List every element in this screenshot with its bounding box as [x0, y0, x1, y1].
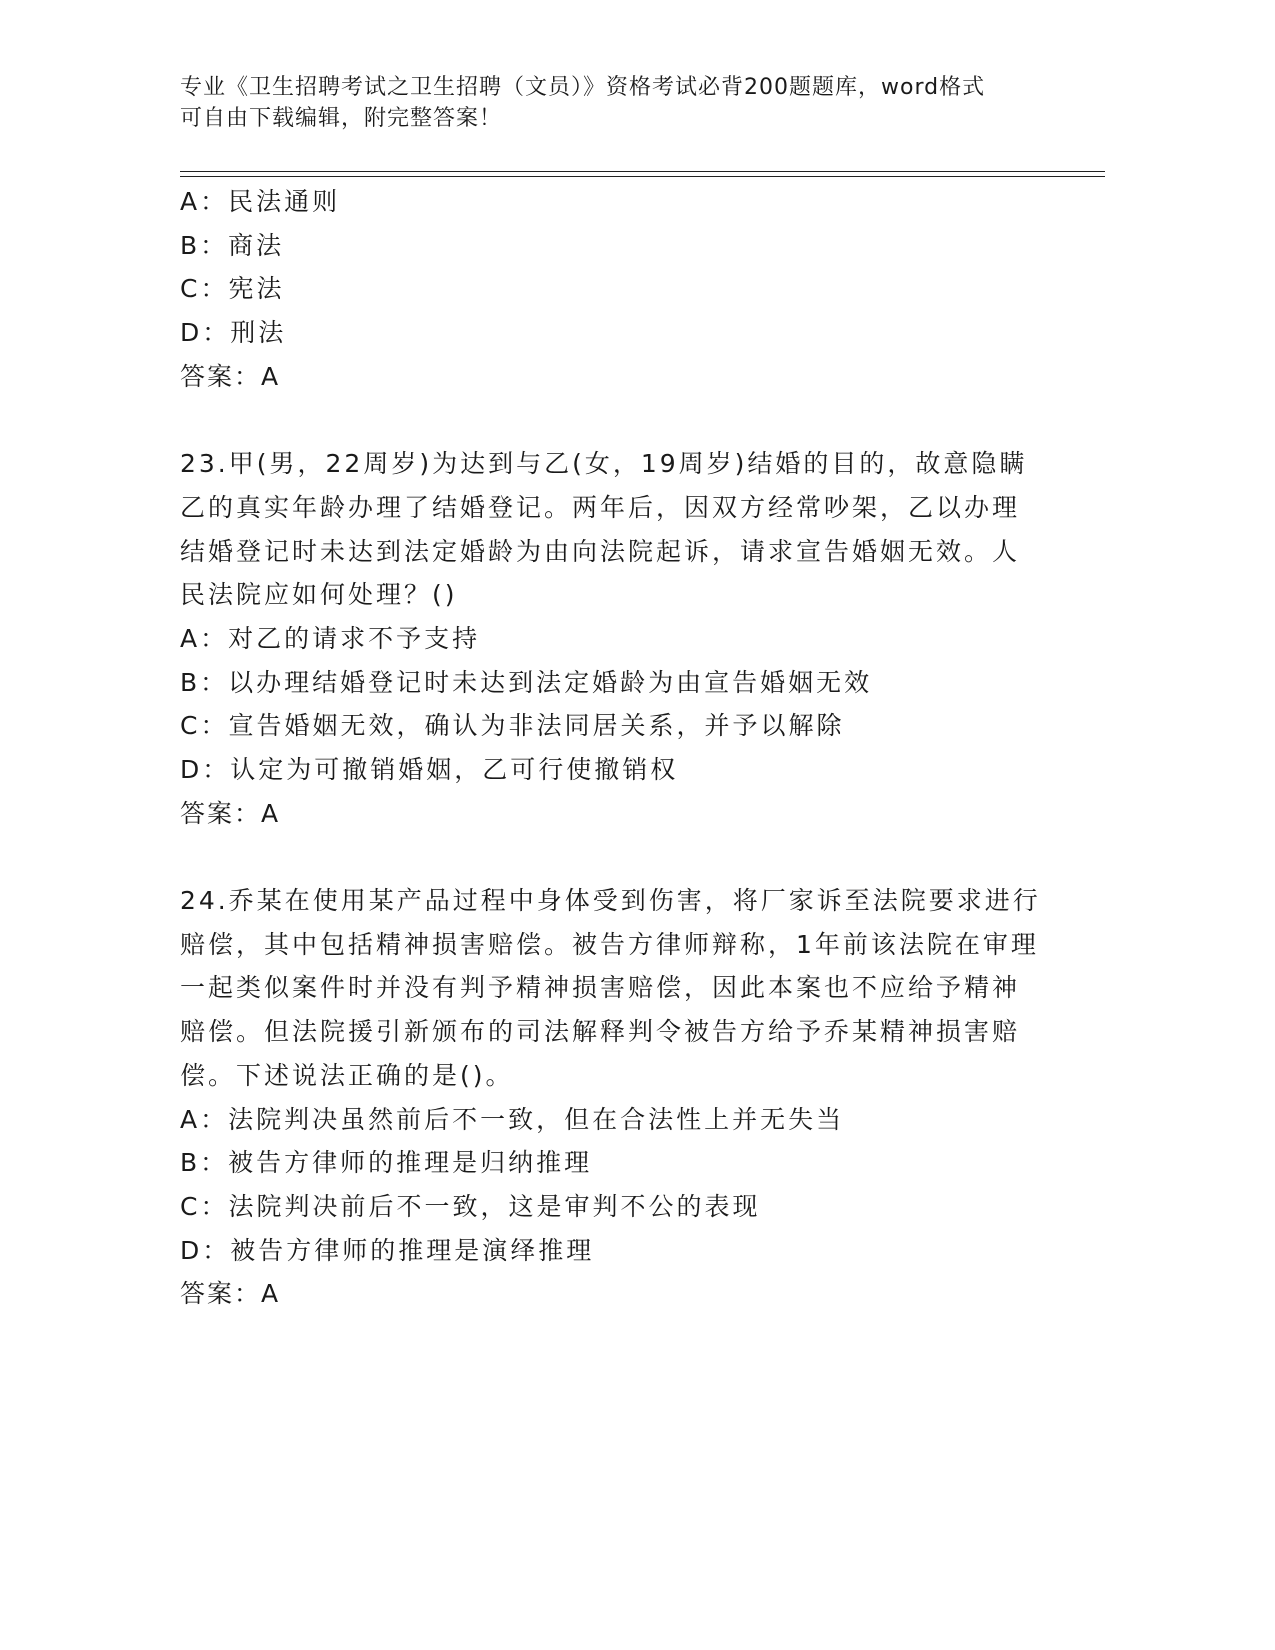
stem-line: 24.乔某在使用某产品过程中身体受到伤害，将厂家诉至法院要求进行 — [180, 886, 1041, 916]
question-stem — [180, 442, 1060, 617]
question-23 — [180, 442, 1060, 835]
stem-line: 偿。下述说法正确的是()。 — [180, 1060, 514, 1090]
header-divider-bottom — [180, 176, 1105, 177]
option-c: C：宪法 — [180, 274, 285, 304]
stem-line: 赔偿。但法院援引新颁布的司法解释判令被告方给予乔某精神损害赔 — [180, 1017, 1021, 1047]
stem-line: 结婚登记时未达到法定婚龄为由向法院起诉，请求宣告婚姻无效。人 — [180, 536, 1021, 566]
document-header — [180, 72, 1060, 134]
stem-line: 乙的真实年龄办理了结婚登记。两年后，因双方经常吵架，乙以办理 — [180, 492, 1021, 522]
option-a: A：对乙的请求不予支持 — [180, 623, 481, 653]
stem-line: 赔偿，其中包括精神损害赔偿。被告方律师辩称，1年前该法院在审理 — [180, 929, 1039, 959]
option-b: B：以办理结婚登记时未达到法定婚龄为由宣告婚姻无效 — [180, 667, 873, 697]
question-stem — [180, 879, 1060, 1098]
question-24 — [180, 879, 1060, 1316]
stem-line: 民法院应如何处理？() — [180, 580, 458, 610]
option-c: C：宣告婚姻无效，确认为非法同居关系，并予以解除 — [180, 711, 845, 741]
stem-line: 一起类似案件时并没有判予精神损害赔偿，因此本案也不应给予精神 — [180, 973, 1021, 1003]
option-a: A：民法通则 — [180, 187, 341, 216]
option-b: B：商法 — [180, 230, 285, 260]
answer-line: 答案：A — [180, 798, 281, 828]
answer-line: 答案：A — [180, 1279, 281, 1309]
option-d: D：被告方律师的推理是演绎推理 — [180, 1235, 595, 1265]
option-c: C：法院判决前后不一致，这是审判不公的表现 — [180, 1191, 761, 1221]
header-divider-top — [180, 171, 1105, 172]
stem-line: 23.甲(男，22周岁)为达到与乙(女，19周岁)结婚的目的，故意隐瞒 — [180, 449, 1028, 479]
question-list — [180, 180, 1060, 1316]
answer-line: 答案：A — [180, 361, 281, 391]
header-line-1: 专业《卫生招聘考试之卫生招聘（文员）》资格考试必背200题题库，word格式 — [180, 75, 986, 100]
option-a: A：法院判决虽然前后不一致，但在合法性上并无失当 — [180, 1104, 845, 1134]
option-d: D：刑法 — [180, 318, 287, 348]
partial-question — [180, 180, 1060, 398]
option-d: D：认定为可撤销婚姻，乙可行使撤销权 — [180, 755, 679, 784]
header-line-2: 可自由下载编辑，附完整答案！ — [180, 106, 503, 131]
option-b: B：被告方律师的推理是归纳推理 — [180, 1148, 593, 1178]
